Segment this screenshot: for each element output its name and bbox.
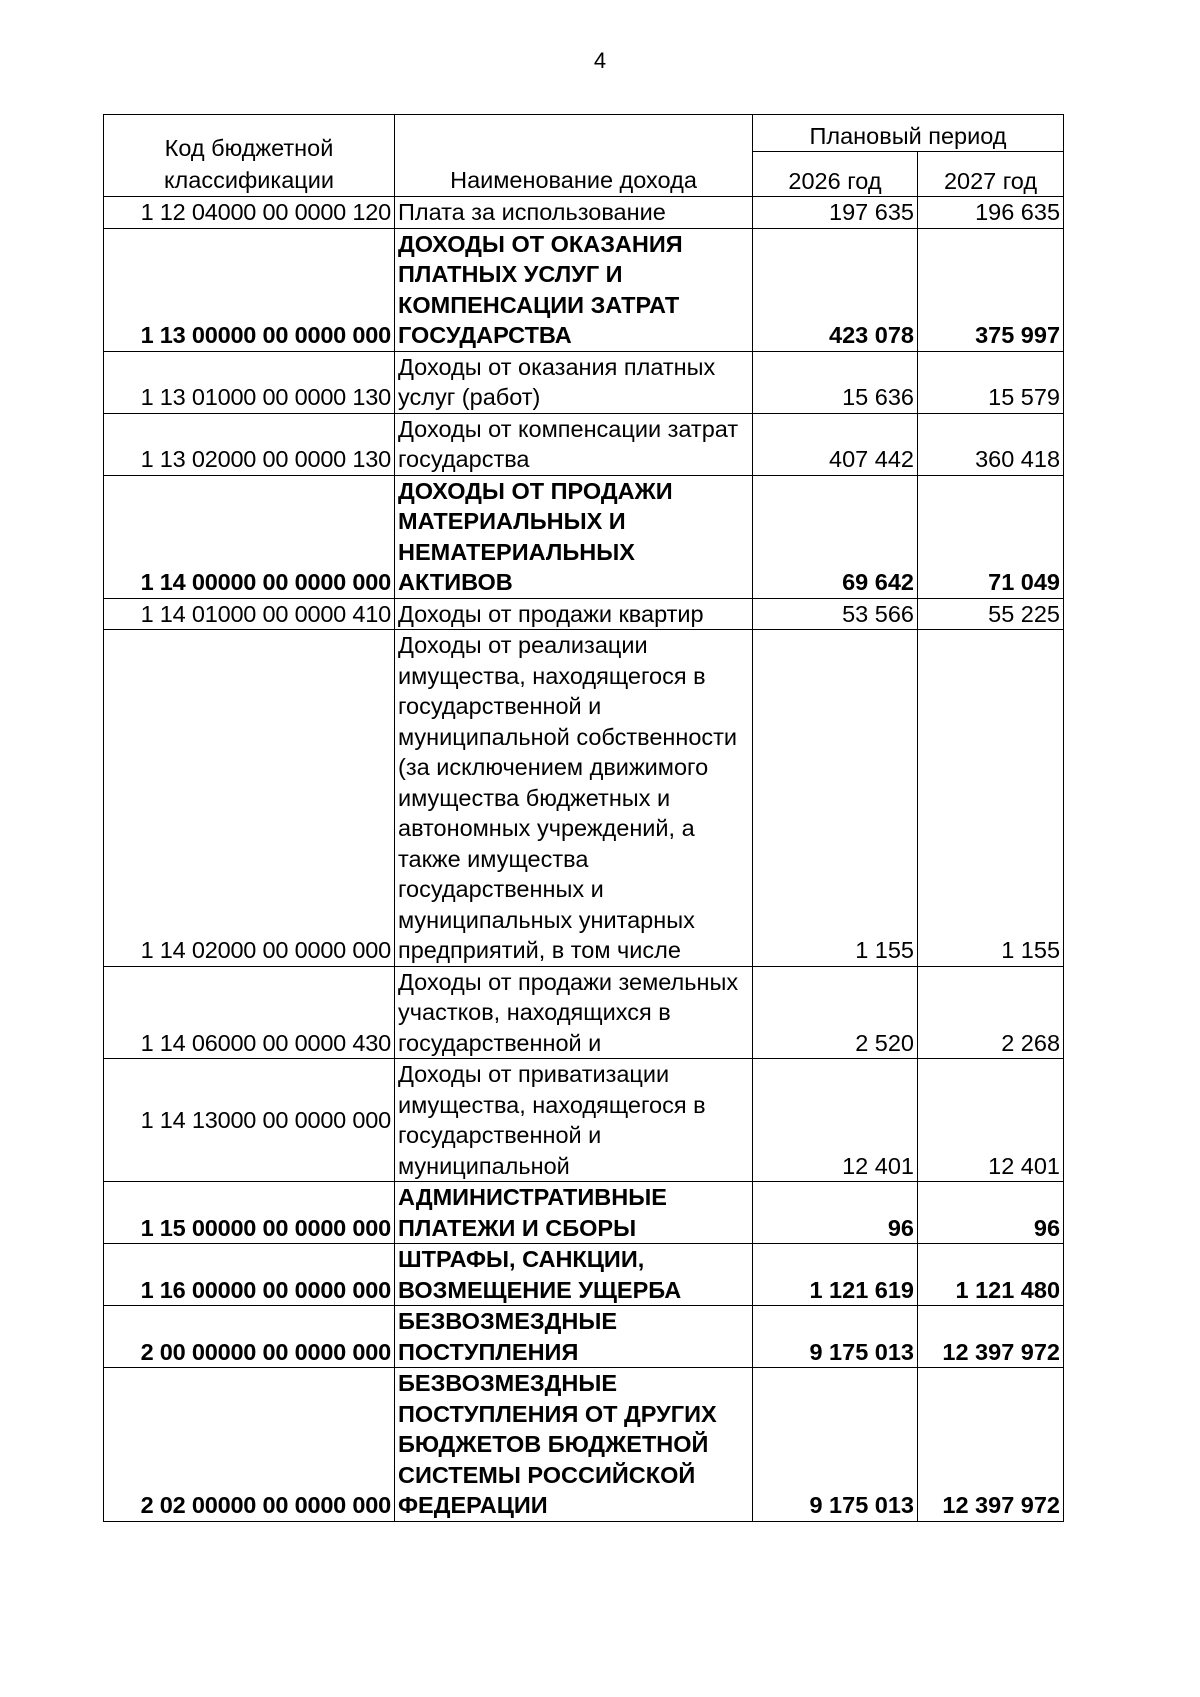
row-name: Доходы от приватизации имущества, находящегося в государственной и муниципальной bbox=[395, 1059, 753, 1182]
row-code: 1 13 01000 00 0000 130 bbox=[104, 351, 395, 413]
row-value-2027: 55 225 bbox=[918, 598, 1064, 630]
row-name: Плата за использование bbox=[395, 197, 753, 229]
row-value-2026: 407 442 bbox=[753, 413, 918, 475]
row-code: 1 14 13000 00 0000 000 bbox=[104, 1059, 395, 1182]
row-value-2026: 423 078 bbox=[753, 228, 918, 351]
row-name: АДМИНИСТРАТИВНЫЕ ПЛАТЕЖИ И СБОРЫ bbox=[395, 1182, 753, 1244]
row-value-2027: 1 155 bbox=[918, 630, 1064, 967]
table-row bbox=[104, 475, 1064, 598]
row-name: Доходы от реализации имущества, находящегося в государственной и муниципальной собственности (за исключением движимого имущества бюджетных и автономных учреждений, а также имущества государственных и муниципальных унитарных предприятий, в том числе bbox=[395, 630, 753, 967]
row-code: 1 14 00000 00 0000 000 bbox=[104, 475, 395, 598]
row-name: Доходы от компенсации затрат государства bbox=[395, 413, 753, 475]
revenue-table bbox=[103, 114, 1064, 1522]
row-value-2026: 1 121 619 bbox=[753, 1244, 918, 1306]
row-value-2026: 2 520 bbox=[753, 966, 918, 1059]
row-code: 2 00 00000 00 0000 000 bbox=[104, 1306, 395, 1368]
row-value-2027: 1 121 480 bbox=[918, 1244, 1064, 1306]
row-name: ШТРАФЫ, САНКЦИИ, ВОЗМЕЩЕНИЕ УЩЕРБА bbox=[395, 1244, 753, 1306]
row-value-2027: 375 997 bbox=[918, 228, 1064, 351]
row-name: ДОХОДЫ ОТ ПРОДАЖИ МАТЕРИАЛЬНЫХ И НЕМАТЕРИАЛЬНЫХ АКТИВОВ bbox=[395, 475, 753, 598]
row-code: 1 15 00000 00 0000 000 bbox=[104, 1182, 395, 1244]
row-code: 1 13 02000 00 0000 130 bbox=[104, 413, 395, 475]
table-row bbox=[104, 1368, 1064, 1522]
row-code: 1 12 04000 00 0000 120 bbox=[104, 197, 395, 229]
table-row bbox=[104, 598, 1064, 630]
row-value-2027: 12 401 bbox=[918, 1059, 1064, 1182]
header-year-2026: 2026 год bbox=[753, 152, 918, 197]
header-plan-period: Плановый период bbox=[753, 115, 1064, 152]
table-row bbox=[104, 228, 1064, 351]
row-value-2027: 360 418 bbox=[918, 413, 1064, 475]
table-row bbox=[104, 966, 1064, 1059]
table-row bbox=[104, 351, 1064, 413]
row-name: БЕЗВОЗМЕЗДНЫЕ ПОСТУПЛЕНИЯ ОТ ДРУГИХ БЮДЖЕТОВ БЮДЖЕТНОЙ СИСТЕМЫ РОССИЙСКОЙ ФЕДЕРАЦИИ bbox=[395, 1368, 753, 1522]
row-name: ДОХОДЫ ОТ ОКАЗАНИЯ ПЛАТНЫХ УСЛУГ И КОМПЕНСАЦИИ ЗАТРАТ ГОСУДАРСТВА bbox=[395, 228, 753, 351]
table-row bbox=[104, 630, 1064, 967]
table-row bbox=[104, 1306, 1064, 1368]
row-value-2026: 9 175 013 bbox=[753, 1368, 918, 1522]
header-year-2027: 2027 год bbox=[918, 152, 1064, 197]
row-value-2026: 53 566 bbox=[753, 598, 918, 630]
table-row bbox=[104, 413, 1064, 475]
row-value-2026: 12 401 bbox=[753, 1059, 918, 1182]
row-code: 1 14 02000 00 0000 000 bbox=[104, 630, 395, 967]
row-value-2026: 96 bbox=[753, 1182, 918, 1244]
row-value-2026: 9 175 013 bbox=[753, 1306, 918, 1368]
row-code: 1 14 01000 00 0000 410 bbox=[104, 598, 395, 630]
table-row bbox=[104, 1059, 1064, 1182]
page-number: 4 bbox=[593, 48, 607, 73]
row-value-2026: 197 635 bbox=[753, 197, 918, 229]
table-row bbox=[104, 1244, 1064, 1306]
row-name: Доходы от оказания платных услуг (работ) bbox=[395, 351, 753, 413]
row-name: БЕЗВОЗМЕЗДНЫЕ ПОСТУПЛЕНИЯ bbox=[395, 1306, 753, 1368]
header-code: Код бюджетной классификации bbox=[104, 115, 395, 197]
row-code: 1 13 00000 00 0000 000 bbox=[104, 228, 395, 351]
row-value-2026: 69 642 bbox=[753, 475, 918, 598]
row-value-2027: 196 635 bbox=[918, 197, 1064, 229]
row-code: 1 14 06000 00 0000 430 bbox=[104, 966, 395, 1059]
row-name: Доходы от продажи земельных участков, находящихся в государственной и bbox=[395, 966, 753, 1059]
row-value-2027: 12 397 972 bbox=[918, 1368, 1064, 1522]
row-name: Доходы от продажи квартир bbox=[395, 598, 753, 630]
header-name: Наименование дохода bbox=[395, 115, 753, 197]
row-value-2027: 2 268 bbox=[918, 966, 1064, 1059]
table-row bbox=[104, 197, 1064, 229]
row-value-2027: 15 579 bbox=[918, 351, 1064, 413]
row-value-2026: 1 155 bbox=[753, 630, 918, 967]
row-value-2027: 96 bbox=[918, 1182, 1064, 1244]
table-row bbox=[104, 1182, 1064, 1244]
row-code: 2 02 00000 00 0000 000 bbox=[104, 1368, 395, 1522]
row-value-2027: 12 397 972 bbox=[918, 1306, 1064, 1368]
row-value-2026: 15 636 bbox=[753, 351, 918, 413]
row-code: 1 16 00000 00 0000 000 bbox=[104, 1244, 395, 1306]
row-value-2027: 71 049 bbox=[918, 475, 1064, 598]
